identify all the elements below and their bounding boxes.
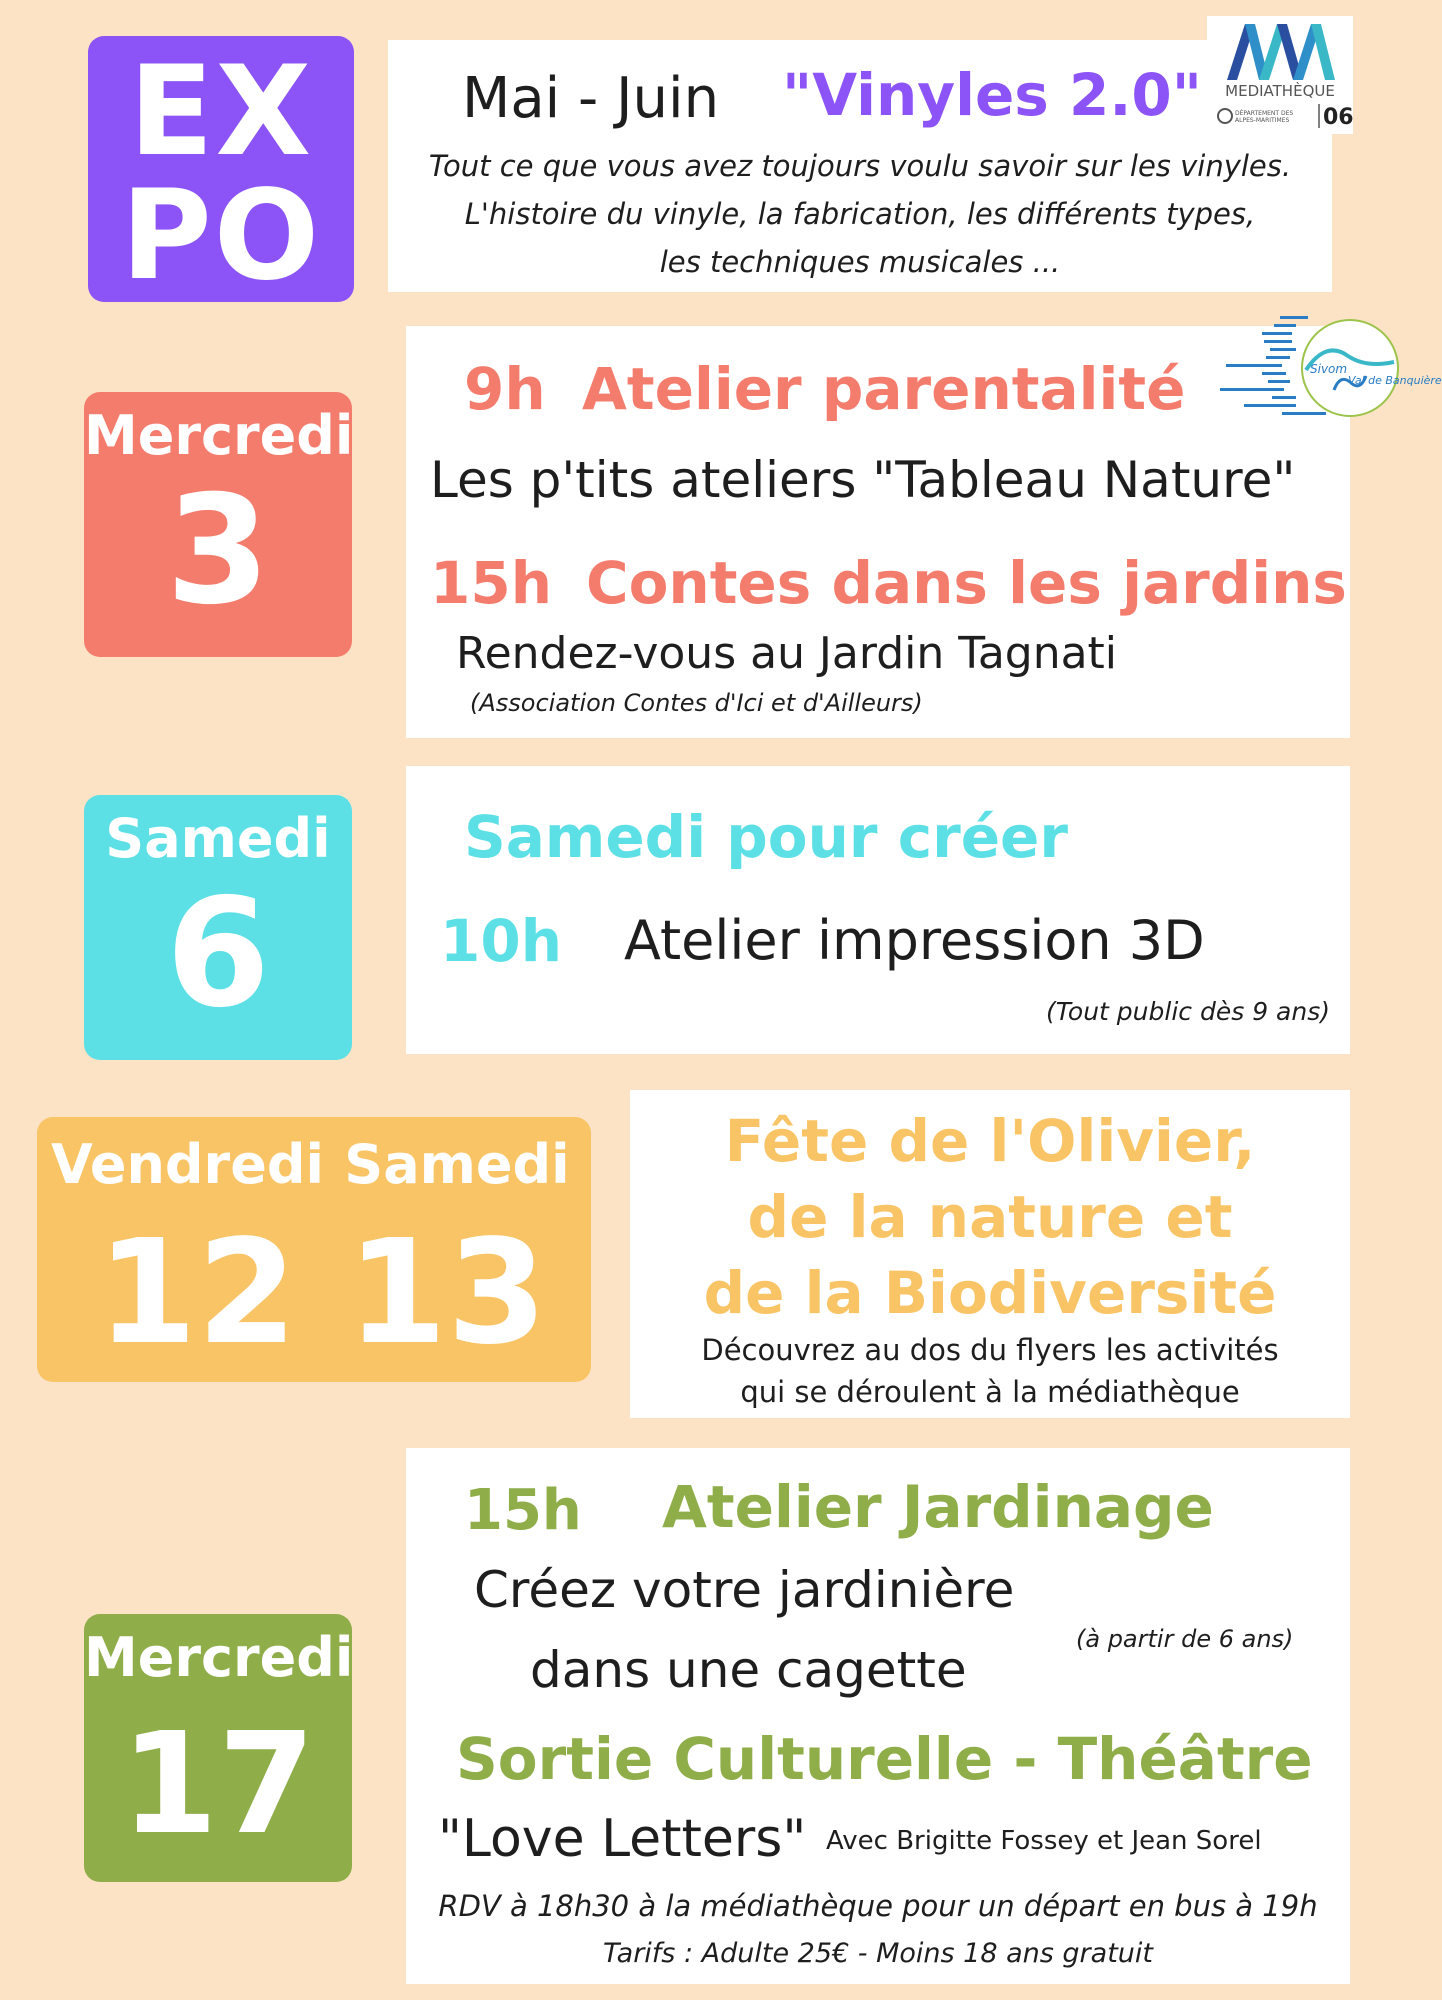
fete-title-1: Fête de l'Olivier, bbox=[724, 1107, 1256, 1175]
wed3-title-2: Contes dans les jardins bbox=[586, 549, 1347, 617]
expo-title: "Vinyles 2.0" bbox=[782, 61, 1202, 129]
wed3-card bbox=[406, 326, 1350, 738]
wed17-card bbox=[406, 1448, 1350, 1984]
wed17-rdv: RDV à 18h30 à la médiathèque pour un départ en bus à 19h bbox=[438, 1889, 1318, 1923]
expo-period: Mai - Juin bbox=[462, 66, 720, 131]
date-tile-day: Mercredi bbox=[84, 1626, 354, 1689]
sivom-logo-label: Sivom bbox=[1310, 362, 1348, 376]
fete-card bbox=[630, 1090, 1350, 1418]
expo-tile-line2: PO bbox=[120, 164, 322, 308]
date-tile-number: 17 bbox=[120, 1703, 316, 1866]
date-tile-number: 3 bbox=[165, 464, 271, 638]
wed17-play: "Love Letters" bbox=[438, 1809, 807, 1869]
sivom-logo-name: Val de Banquière bbox=[1348, 374, 1442, 387]
sat6-activity: Atelier impression 3D bbox=[624, 909, 1205, 972]
date-tile-number-1: 12 bbox=[96, 1208, 298, 1376]
wed17-title-2: Sortie Culturelle - Théâtre bbox=[456, 1725, 1313, 1793]
date-tile-day-2: Samedi bbox=[344, 1133, 570, 1196]
wed3-subtitle-2: Rendez-vous au Jardin Tagnati bbox=[456, 628, 1118, 679]
fete-title-3: de la Biodiversité bbox=[703, 1259, 1277, 1327]
date-tile-mercredi-17 bbox=[84, 1614, 352, 1882]
wed17-tarifs: Tarifs : Adulte 25€ - Moins 18 ans gratuit bbox=[603, 1938, 1153, 1969]
sat6-card bbox=[406, 766, 1350, 1054]
mediatheque-logo-name: MEDIATHÈQUE bbox=[1225, 82, 1335, 100]
sivom-logo bbox=[1216, 312, 1442, 424]
wed3-time-1: 9h bbox=[464, 355, 546, 423]
sat6-time: 10h bbox=[440, 907, 563, 975]
expo-card bbox=[388, 40, 1332, 292]
wed3-title-1: Atelier parentalité bbox=[582, 355, 1186, 423]
expo-desc-1: Tout ce que vous avez toujours voulu savoir sur les vinyles. bbox=[428, 149, 1292, 183]
date-tile-number-2: 13 bbox=[346, 1208, 548, 1376]
wed17-time-1: 15h bbox=[464, 1478, 582, 1543]
date-tile-mercredi-3 bbox=[84, 392, 352, 657]
expo-tile-line1: EX bbox=[128, 40, 314, 184]
sat6-note: (Tout public dès 9 ans) bbox=[1045, 997, 1330, 1026]
date-tile-samedi-6 bbox=[84, 795, 352, 1060]
fete-desc-2: qui se déroulent à la médiathèque bbox=[740, 1375, 1240, 1409]
date-tile-number: 6 bbox=[165, 867, 271, 1041]
expo-tile bbox=[88, 36, 354, 308]
wed17-subtitle-1b: dans une cagette bbox=[530, 1641, 967, 1699]
wed3-subtitle-1: Les p'tits ateliers "Tableau Nature" bbox=[430, 451, 1296, 509]
expo-desc-3: les techniques musicales ... bbox=[659, 245, 1061, 279]
mediatheque-logo-code: 06 bbox=[1323, 105, 1354, 130]
wed3-time-2: 15h bbox=[430, 549, 553, 617]
date-tile-day-1: Vendredi bbox=[51, 1133, 324, 1196]
date-tile-vendredi-samedi bbox=[37, 1117, 591, 1382]
wed3-note-2: (Association Contes d'Ici et d'Ailleurs) bbox=[470, 689, 923, 717]
sat6-title: Samedi pour créer bbox=[464, 803, 1068, 871]
wed17-note-1: (à partir de 6 ans) bbox=[1076, 1625, 1294, 1653]
fete-desc-1: Découvrez au dos du flyers les activités bbox=[701, 1333, 1279, 1367]
wed17-cast: Avec Brigitte Fossey et Jean Sorel bbox=[826, 1826, 1262, 1856]
fete-title-2: de la nature et bbox=[747, 1183, 1233, 1251]
date-tile-day: Mercredi bbox=[84, 404, 354, 467]
date-tile-day: Samedi bbox=[105, 807, 331, 870]
mediatheque-logo-dept: DÉPARTEMENT DES ALPES-MARITIMES bbox=[1235, 110, 1294, 124]
expo-desc-2: L'histoire du vinyle, la fabrication, les différents types, bbox=[464, 197, 1256, 231]
mediatheque-logo bbox=[1207, 16, 1353, 134]
wed17-title-1: Atelier Jardinage bbox=[662, 1473, 1214, 1541]
wed17-subtitle-1a: Créez votre jardinière bbox=[474, 1561, 1015, 1619]
